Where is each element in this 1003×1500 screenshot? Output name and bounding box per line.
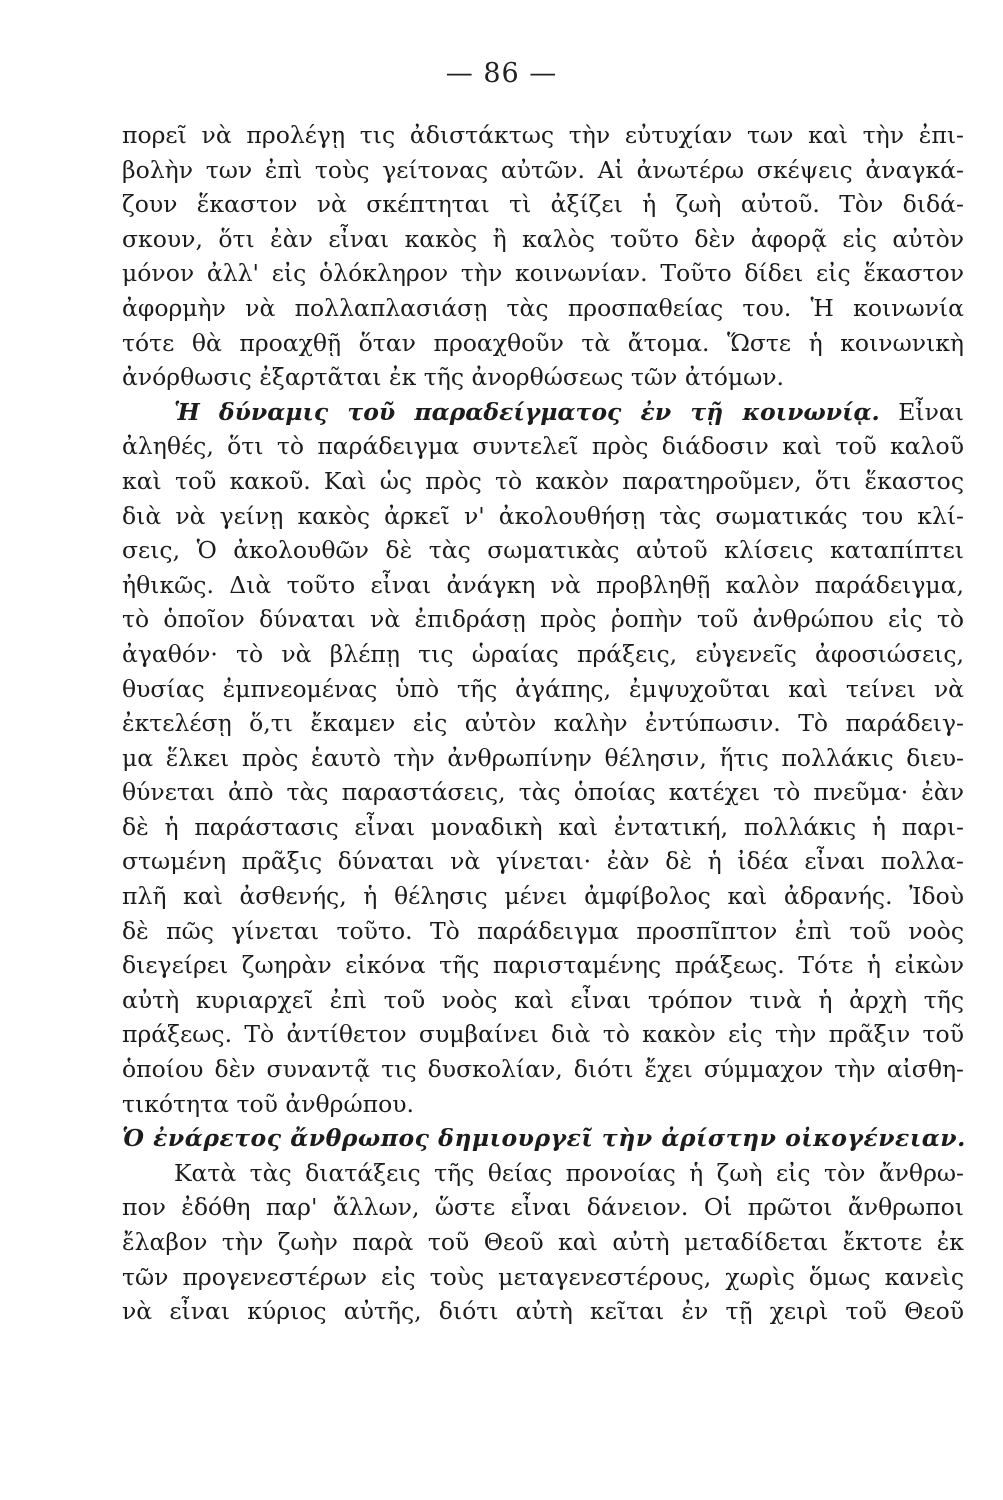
paragraph-line: δὲ πῶς γίνεται τοῦτο. Τὸ παράδειγμα προσπῖπτον ἐπὶ τοῦ νοὸς (122, 916, 964, 945)
paragraph-line: τῶν προγενεστέρων εἰς τοὺς μεταγενεστέρους, χωρὶς ὅμως κανεὶς (122, 1262, 964, 1291)
paragraph-line: μα ἕλκει πρὸς ἑαυτὸ τὴν ἀνθρωπίνην θέλησιν, ἥτις πολλάκις διευ- (122, 743, 964, 772)
paragraph-line: ἀγαθόν· τὸ νὰ βλέπῃ τις ὡραίας πράξεις, εὐγενεῖς ἀφοσιώσεις, (122, 639, 964, 668)
paragraph-line: σκουν, ὅτι ἐὰν εἶναι κακὸς ἢ καλὸς τοῦτο δὲν ἀφορᾷ εἰς αὐτὸν (122, 224, 964, 253)
paragraph-line: τότε θὰ προαχθῇ ὅταν προαχθοῦν τὰ ἄτομα. Ὥστε ἡ κοινωνικὴ (122, 328, 964, 357)
paragraph-line: θύνεται ἀπὸ τὰς παραστάσεις, τὰς ὁποίας κατέχει τὸ πνεῦμα· ἐὰν (122, 778, 964, 807)
paragraph-line: βολὴν των ἐπὶ τοὺς γείτονας αὐτῶν. Αἱ ἀνωτέρω σκέψεις ἀναγκά- (122, 155, 964, 184)
section-heading: Ὁ ἐνάρετος ἄνθρωπος δημιουργεῖ τὴν ἀρίστην οἰκογένειαν. (122, 1124, 966, 1153)
section-heading-line (122, 395, 964, 430)
paragraph-line: πορεῖ νὰ προλέγῃ τις ἀδιστάκτως τὴν εὐτυχίαν των καὶ τὴν ἐπι- (122, 121, 964, 149)
paragraph-line: ζουν ἕκαστον νὰ σκέπτηται τὶ ἀξίζει ἡ ζωὴ αὐτοῦ. Τὸν διδά- (122, 190, 964, 219)
paragraph-line: διὰ νὰ γείνῃ κακὸς ἀρκεῖ ν' ἀκολουθήσῃ τὰς σωματικάς του κλί- (122, 501, 964, 530)
body-text (122, 118, 964, 1329)
paragraph-line: Κατὰ τὰς διατάξεις τῆς θείας προνοίας ἡ ζωὴ εἰς τὸν ἄνθρω- (174, 1158, 964, 1187)
page-number: — 86 — (445, 58, 558, 89)
paragraph-line: ἀνόρθωσις ἐξαρτᾶται ἐκ τῆς ἀνορθώσεως τῶν ἀτόμων. (122, 363, 785, 392)
paragraph-line: καὶ τοῦ κακοῦ. Καὶ ὡς πρὸς τὸ κακὸν παρατηροῦμεν, ὅτι ἕκαστος (122, 466, 964, 495)
paragraph-line: ἀφορμὴν νὰ πολλαπλασιάσῃ τὰς προσπαθείας του. Ἡ κοινωνία (122, 293, 964, 322)
paragraph-line: διεγείρει ζωηρὰν εἰκόνα τῆς παρισταμένης πράξεως. Τότε ἡ εἰκὼν (122, 951, 964, 980)
section-heading-continuation: Εἶναι (898, 397, 964, 426)
paragraph-line: τὸ ὁποῖον δύναται νὰ ἐπιδράσῃ πρὸς ῥοπὴν τοῦ ἀνθρώπου εἰς τὸ (122, 605, 964, 634)
paragraph-line: σεις, Ὁ ἀκολουθῶν δὲ τὰς σωματικὰς αὐτοῦ κλίσεις καταπίπτει (122, 536, 964, 565)
paragraph-line: πλῆ καὶ ἀσθενής, ἡ θέλησις μένει ἀμφίβολος καὶ ἀδρανής. Ἰδοὺ (122, 882, 964, 911)
paragraph-line: πράξεως. Τὸ ἀντίθετον συμβαίνει διὰ τὸ κακὸν εἰς τὴν πρᾶξιν τοῦ (122, 1020, 964, 1049)
paragraph-line: μόνον ἀλλ' εἰς ὁλόκληρον τὴν κοινωνίαν. Τοῦτο δίδει εἰς ἕκαστον (122, 259, 964, 288)
paragraph-line: νὰ εἶναι κύριος αὐτῆς, διότι αὐτὴ κεῖται ἐν τῇ χειρὶ τοῦ Θεοῦ (122, 1297, 964, 1326)
paragraph-line: ἀληθές, ὅτι τὸ παράδειγμα συντελεῖ πρὸς διάδοσιν καὶ τοῦ καλοῦ (122, 432, 964, 461)
paragraph-line: ὁποίου δὲν συναντᾷ τις δυσκολίαν, διότι ἔχει σύμμαχον τὴν αἰσθη- (122, 1055, 964, 1084)
paragraph-line: ἠθικῶς. Διὰ τοῦτο εἶναι ἀνάγκη νὰ προβληθῇ καλὸν παράδειγμα, (122, 570, 964, 599)
paragraph-line: ἔλαβον τὴν ζωὴν παρὰ τοῦ Θεοῦ καὶ αὐτὴ μεταδίδεται ἔκτοτε ἐκ (122, 1228, 964, 1256)
paragraph-line: ἐκτελέσῃ ὅ,τι ἔκαμεν εἰς αὐτὸν καλὴν ἐντύπωσιν. Τὸ παράδειγ- (122, 709, 964, 738)
paragraph-line: αὐτὴ κυριαρχεῖ ἐπὶ τοῦ νοὸς καὶ εἶναι τρόπον τινὰ ἡ ἀρχὴ τῆς (122, 985, 964, 1014)
paragraph-line: στωμένη πρᾶξις δύναται νὰ γίνεται· ἐὰν δὲ ἡ ἰδέα εἶναι πολλα- (122, 847, 964, 876)
paragraph-line: δὲ ἡ παράστασις εἶναι μοναδικὴ καὶ ἐντατική, πολλάκις ἡ παρι- (122, 812, 964, 841)
paragraph-line: πον ἐδόθη παρ' ἄλλων, ὥστε εἶναι δάνειον. Οἱ πρῶτοι ἄνθρωποι (122, 1193, 964, 1222)
paragraph-line: τικότητα τοῦ ἀνθρώπου. (122, 1089, 415, 1118)
paragraph-line: θυσίας ἐμπνεομένας ὑπὸ τῆς ἀγάπης, ἐμψυχοῦται καὶ τείνει νὰ (122, 674, 964, 703)
section-heading: Ἡ δύναμις τοῦ παραδείγματος ἐν τῇ κοινωνίᾳ. (174, 397, 880, 426)
